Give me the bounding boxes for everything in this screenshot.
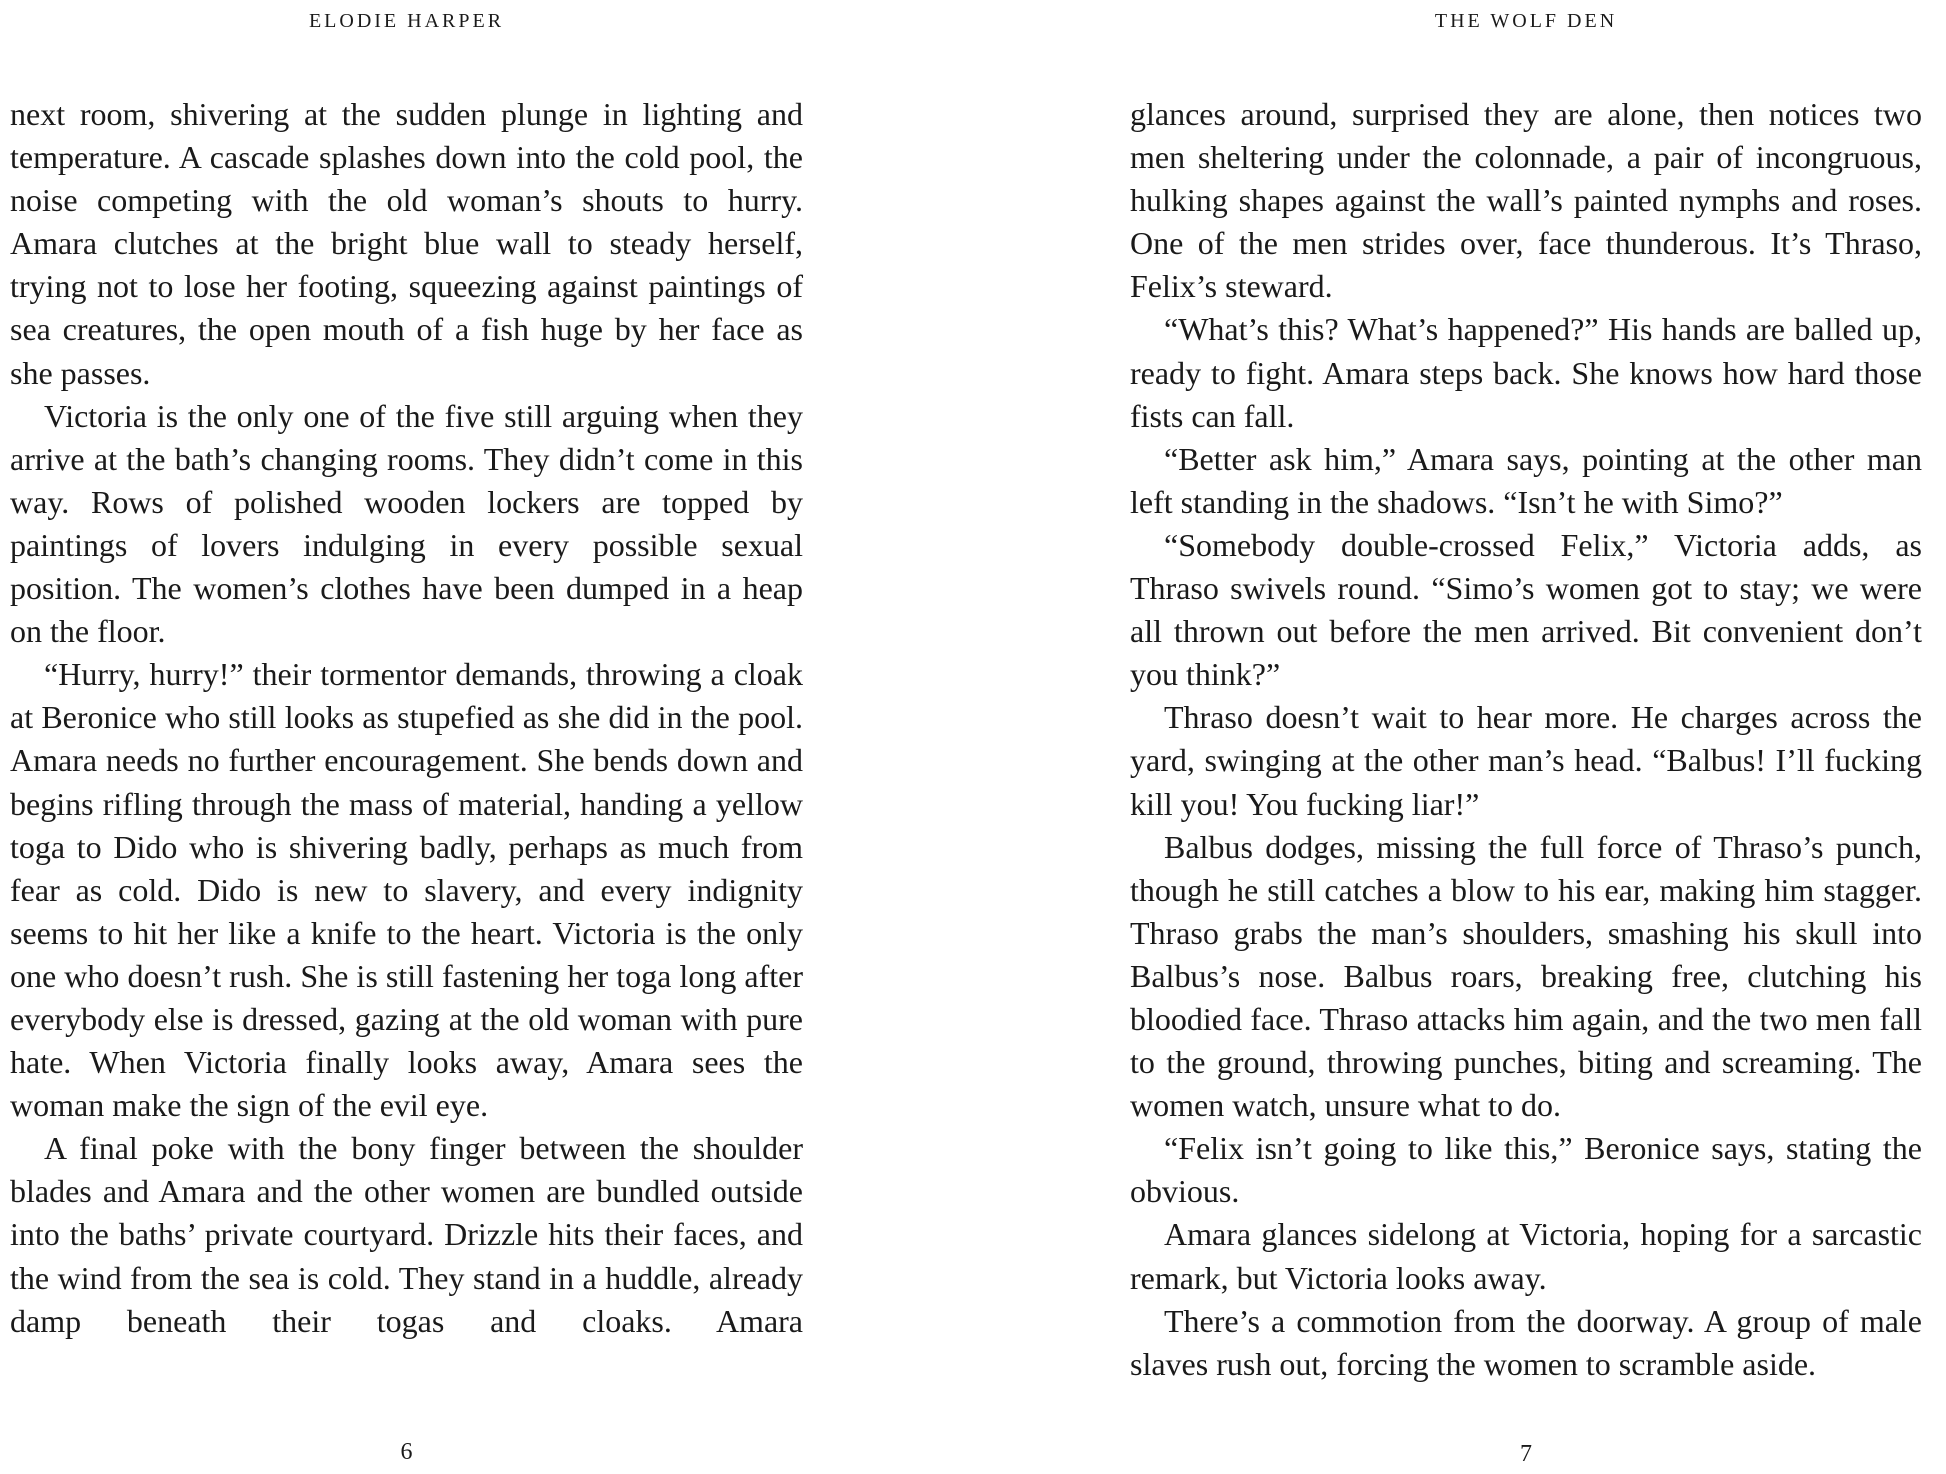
right-page-body (1130, 93, 1922, 1386)
running-head-author: ELODIE HARPER (308, 10, 505, 32)
paragraph: “Felix isn’t going to like this,” Beronice says, stating the obvious. (1130, 1130, 1922, 1210)
paragraph: There’s a commotion from the doorway. A group of male slaves rush out, forcing the women to scramble aside. (1130, 1302, 1922, 1382)
paragraph: “Better ask him,” Amara says, pointing at the other man left standing in the shadows. “Isn’t he with Simo?” (1130, 440, 1922, 520)
paragraph: Amara glances sidelong at Victoria, hoping for a sarcastic remark, but Victoria looks away. (1130, 1216, 1922, 1296)
left-page-body (10, 93, 803, 1343)
paragraph: “Hurry, hurry!” their tormentor demands, throwing a cloak at Beronice who still looks as stupefied as she did in the pool. Amara needs no further encouragement. She bends down and begins rifling through the mass of material, handing a yellow toga to Dido who is shivering badly, perhaps as much from fear as cold. Dido is new to slavery, and every indignity seems to hit her like a knife to the heart. Victoria is the only one who doesn’t rush. She is still fastening her toga long after everybody else is dressed, gazing at the old woman with pure hate. When Victoria finally looks away, Amara sees the woman make the sign of the evil eye. (10, 656, 803, 1124)
left-page (10, 0, 803, 1474)
paragraph: Thraso doesn’t wait to hear more. He charges across the yard, swinging at the other man’s head. “Balbus! I’ll fucking kill you! You fucking liar!” (1130, 699, 1922, 822)
page-number: 7 (1520, 1441, 1532, 1467)
paragraph: “What’s this? What’s happened?” His hands are balled up, ready to fight. Amara steps back. She knows how hard those fists can fall. (1130, 311, 1922, 434)
page-number: 6 (400, 1439, 413, 1465)
paragraph: “Somebody double-crossed Felix,” Victoria adds, as Thraso swivels round. “Simo’s women got to stay; we were all thrown out before the men arrived. Bit convenient don’t you think?” (1130, 526, 1922, 693)
right-page (1130, 0, 1922, 1474)
running-head-title: THE WOLF DEN (1434, 10, 1618, 32)
paragraph: A final poke with the bony finger between the shoulder blades and Amara and the other women are bundled outside into the baths’ private courtyard. Drizzle hits their faces, and the wind from the sea is cold. They stand in a huddle, already damp beneath their togas and cloaks. Amara (10, 1130, 803, 1339)
paragraph: Victoria is the only one of the five still arguing when they arrive at the bath’s changing rooms. They didn’t come in this way. Rows of polished wooden lockers are topped by paintings of lovers indulging in every possible sexual position. The women’s clothes have been dumped in a heap on the floor. (10, 397, 803, 650)
paragraph: glances around, surprised they are alone, then notices two men sheltering under the colonnade, a pair of incongruous, hulking shapes against the wall’s painted nymphs and roses. One of the men strides over, face thunderous. It’s Thraso, Felix’s steward. (1130, 96, 1922, 305)
paragraph: Balbus dodges, missing the full force of Thraso’s punch, though he still catches a blow to his ear, making him stagger. Thraso grabs the man’s shoulders, smashing his skull into Balbus’s nose. Balbus roars, breaking free, clutching his bloodied face. Thraso attacks him again, and the two men fall to the ground, throwing punches, biting and screaming. The women watch, unsure what to do. (1130, 828, 1922, 1124)
paragraph: next room, shivering at the sudden plunge in lighting and temperature. A cascade splashes down into the cold pool, the noise competing with the old woman’s shouts to hurry. Amara clutches at the bright blue wall to steady herself, trying not to lose her footing, squeezing against paintings of sea creatures, the open mouth of a fish huge by her face as she passes. (10, 96, 803, 391)
